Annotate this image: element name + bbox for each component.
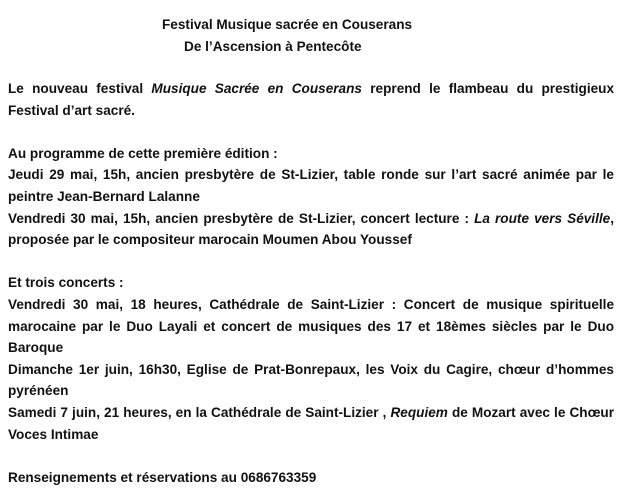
document-body [8,78,614,488]
programme-event-1: Jeudi 29 mai, 15h, ancien presbytère de St-Lizier, table ronde sur l’art sacré animée par le peintre Jean-Bernard Lalanne [8,167,614,204]
document-subtitle: De l’Ascension à Pentecôte [184,39,362,54]
contact-info: Renseignements et réservations au 0686763359 [8,469,317,485]
concert-2: Dimanche 1er juin, 16h30, Eglise de Prat-Bonrepaux, les Voix du Cagire, chœur d’hommes pyrénéen [8,361,614,399]
concert-3-work-title: Requiem [390,404,448,420]
event-2-work-title: La route vers Séville [474,210,611,226]
spacer [8,445,614,467]
spacer [8,121,614,143]
intro-text-start: Le nouveau festival [8,81,152,96]
event-2-text-start: Vendredi 30 mai, 15h, ancien presbytère de St-Lizier, concert lecture : [8,210,475,226]
event-2-text-end: , proposée par le compositeur marocain Moumen Abou Youssef [8,210,614,248]
intro-paragraph [8,78,614,121]
concert-3-text-end: de Mozart avec le Chœur Voces Intimae [8,404,615,442]
concert-1: Vendredi 30 mai, 18 heures, Cathédrale de Saint-Lizier : Concert de musique spirituelle marocaine par le Duo Layali et concert de musiques des 17 et 18èmes siècles par le Duo Baroque [8,296,614,356]
concert-3-text-start: Samedi 7 juin, 21 heures, en la Cathédrale de Saint-Lizier , [8,404,391,420]
spacer [8,251,614,273]
programme-heading: Au programme de cette première édition : [8,145,278,161]
concert-3 [8,402,614,445]
concerts-heading: Et trois concerts : [8,275,124,291]
intro-text-end: reprend le flambeau du prestigieux Festival d’art sacré. [8,81,615,118]
document-title: Festival Musique sacrée en Couserans [162,17,413,32]
programme-event-2 [8,208,614,251]
festival-name: Musique Sacrée en Couserans [151,81,362,96]
